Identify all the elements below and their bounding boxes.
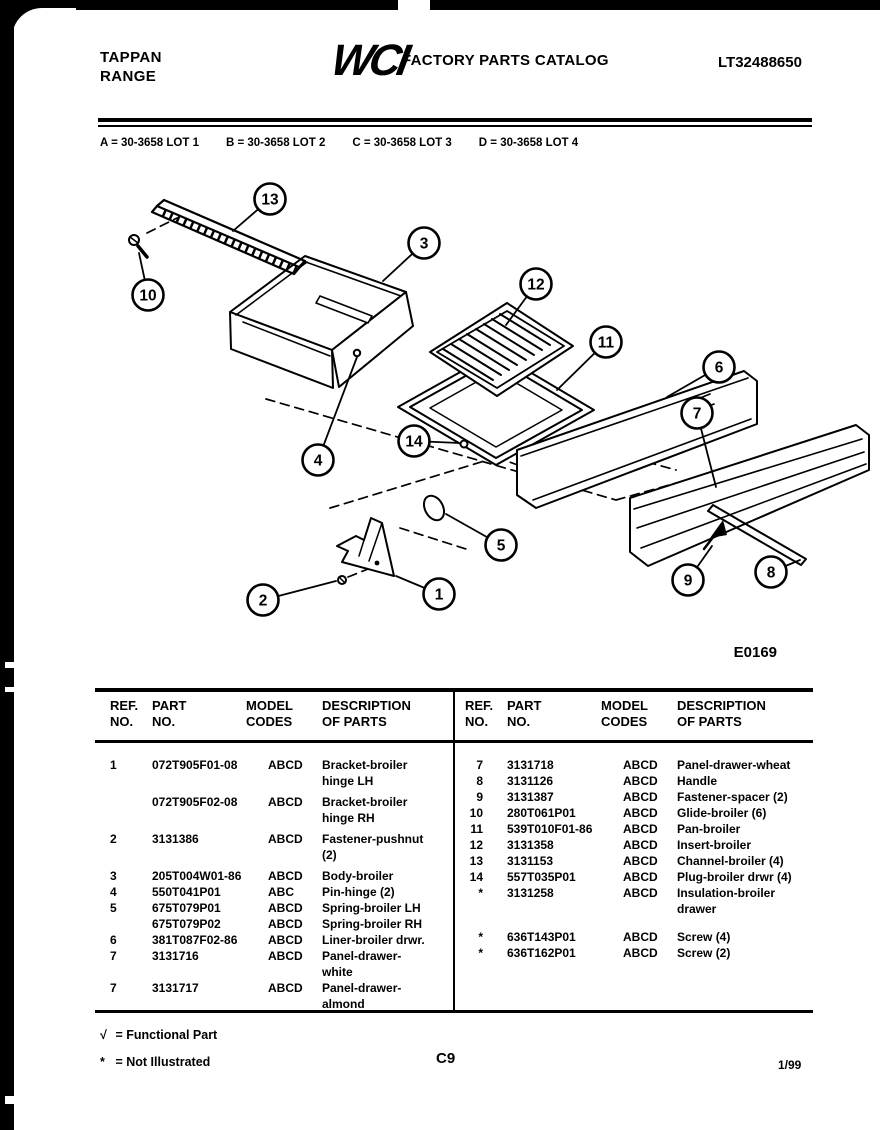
parts-row [465, 773, 797, 789]
parts-diagram [0, 160, 880, 690]
scan-notch [398, 0, 430, 10]
part-no: 3131126 [507, 774, 554, 788]
description: Channel-broiler (4) [677, 854, 784, 868]
ref-no [110, 916, 128, 932]
callout-number-9: 9 [683, 572, 693, 590]
model-codes: ABCD [623, 838, 658, 852]
model-codes: ABCD [268, 917, 303, 931]
scan-border-top [0, 0, 880, 10]
legend-text: = Not Illustrated [112, 1055, 211, 1069]
model-codes: ABCD [268, 981, 303, 995]
callout-number-3: 3 [419, 235, 429, 253]
callout-number-6: 6 [714, 359, 724, 377]
description: Fastener-pushnut (2) [322, 832, 424, 862]
column-header: MODEL CODES [601, 698, 648, 729]
part-no: 3131716 [152, 949, 199, 963]
ref-no: 1 [110, 758, 117, 772]
callout-number-8: 8 [766, 564, 776, 582]
legend-item [100, 1028, 217, 1042]
description: Spring-broiler RH [322, 917, 423, 931]
lot-code: C = 30-3658 LOT 3 [352, 137, 452, 149]
parts-row [110, 948, 426, 980]
part-no: 3131718 [507, 758, 554, 772]
part-no: 557T035P01 [507, 870, 576, 884]
part-no: 3131258 [507, 886, 554, 900]
callout-number-1: 1 [434, 586, 444, 604]
model-codes: ABCD [623, 806, 658, 820]
ref-no [110, 794, 128, 826]
model-codes: ABCD [623, 930, 658, 944]
ref-no: 8 [476, 774, 483, 788]
part-no: 3131387 [507, 790, 554, 804]
ref-no: 7 [476, 758, 483, 772]
footer-legend [100, 1028, 217, 1082]
document-number: LT32488650 [718, 54, 802, 71]
description: Liner-broiler drwr. [322, 933, 425, 947]
brand-text [100, 48, 162, 86]
model-codes: ABCD [623, 870, 658, 884]
page-code: C9 [436, 1050, 456, 1067]
lot-code: B = 30-3658 LOT 2 [225, 137, 326, 149]
ref-no: * [478, 946, 483, 960]
brand-line-2: RANGE [100, 68, 157, 85]
legend-symbol: * [100, 1055, 105, 1069]
callout-number-10: 10 [139, 287, 157, 305]
callout-number-12: 12 [527, 276, 545, 294]
parts-row [110, 794, 426, 826]
ref-no: * [478, 886, 483, 900]
description: Screw (4) [677, 930, 731, 944]
callout-number-13: 13 [261, 191, 279, 209]
spring-part [420, 492, 448, 523]
scan-notch [5, 1096, 14, 1104]
model-codes: ABCD [268, 795, 303, 809]
parts-row [465, 869, 797, 885]
screw-part [129, 235, 147, 257]
part-no: 550T041P01 [152, 885, 221, 899]
model-codes: ABCD [268, 949, 303, 963]
part-no: 3131358 [507, 838, 554, 852]
description: Body-broiler [322, 869, 394, 883]
parts-row [465, 945, 797, 961]
column-header: REF. NO. [465, 698, 494, 729]
part-no: 3131153 [507, 854, 554, 868]
callout-number-4: 4 [313, 452, 323, 470]
parts-row [465, 789, 797, 805]
parts-table-left-body [110, 757, 426, 1012]
callout-number-5: 5 [496, 537, 506, 555]
ref-no: 3 [110, 869, 117, 883]
model-codes: ABCD [268, 869, 303, 883]
part-no: 636T143P01 [507, 930, 576, 944]
ref-no: 7 [110, 949, 117, 963]
parts-row [465, 885, 797, 917]
parts-row [110, 868, 426, 884]
parts-row [110, 932, 426, 948]
callout-number-11: 11 [597, 334, 615, 352]
description: Fastener-spacer (2) [677, 790, 788, 804]
parts-row [465, 837, 797, 853]
callout-number-2: 2 [258, 592, 268, 610]
part-no: 636T162P01 [507, 946, 576, 960]
parts-row [110, 900, 426, 916]
model-codes: ABCD [268, 901, 303, 915]
lot-code: D = 30-3658 LOT 4 [478, 137, 579, 149]
parts-row [110, 980, 426, 1012]
column-header: PART NO. [152, 698, 187, 729]
description: Glide-broiler (6) [677, 806, 767, 820]
lot-code: A = 30-3658 LOT 1 [100, 137, 199, 149]
description: Bracket-broiler hinge RH [322, 795, 408, 825]
parts-table-right-body [465, 757, 797, 961]
part-no: 675T079P01 [152, 901, 221, 915]
description: Spring-broiler LH [322, 901, 421, 915]
parts-row [110, 757, 426, 789]
parts-row [110, 831, 426, 863]
model-codes: ABCD [623, 854, 658, 868]
part-no: 072T905F02-08 [152, 795, 238, 809]
description: Plug-broiler drwr (4) [677, 870, 792, 884]
parts-row [110, 916, 426, 932]
ref-no: 12 [469, 838, 483, 852]
callout-number-7: 7 [692, 405, 702, 423]
model-codes: ABCD [623, 758, 658, 772]
header-rule-thick [98, 118, 812, 122]
part-no: 3131717 [152, 981, 199, 995]
model-codes: ABCD [623, 790, 658, 804]
column-header: DESCRIPTION OF PARTS [322, 698, 411, 729]
ref-no: 9 [476, 790, 483, 804]
header-rule-thin [98, 125, 812, 127]
callout-number-14: 14 [405, 433, 423, 451]
model-codes: ABCD [268, 758, 303, 772]
wci-logo: WCI [327, 36, 410, 85]
description: Screw (2) [677, 946, 731, 960]
description: Pan-broiler [677, 822, 741, 836]
page-corner [12, 8, 76, 72]
ref-no: 14 [469, 870, 483, 884]
catalog-title: FACTORY PARTS CATALOG [402, 52, 609, 69]
ref-no: 7 [110, 981, 117, 995]
description: Panel-drawer-white [322, 949, 402, 979]
legend-text: = Functional Part [112, 1028, 218, 1042]
channel-rail-part [152, 200, 305, 274]
legend-item [100, 1055, 217, 1069]
description: Bracket-broiler hinge LH [322, 758, 408, 788]
parts-row [465, 929, 797, 945]
column-header: REF. NO. [110, 698, 139, 729]
model-codes: ABCD [623, 886, 658, 900]
parts-table [95, 688, 813, 1015]
ref-no: 2 [110, 832, 117, 846]
description: Insert-broiler [677, 838, 752, 852]
model-codes: ABC [268, 885, 294, 899]
hinge-bracket-part [337, 518, 394, 576]
description: Pin-hinge (2) [322, 885, 395, 899]
ref-no: 11 [470, 822, 483, 836]
pushnut-part [338, 576, 346, 584]
part-no: 381T087F02-86 [152, 933, 238, 947]
description: Panel-drawer-wheat [677, 758, 791, 772]
lot-codes [100, 137, 578, 149]
model-codes: ABCD [268, 933, 303, 947]
description: Handle [677, 774, 718, 788]
part-no: 675T079P02 [152, 917, 221, 931]
brand-line-1: TAPPAN [100, 49, 162, 66]
figure-code: E0169 [733, 644, 777, 661]
date-code: 1/99 [778, 1058, 802, 1072]
model-codes: ABCD [623, 774, 658, 788]
parts-row [110, 884, 426, 900]
parts-table-right-header [465, 698, 766, 730]
part-no: 3131386 [152, 832, 199, 846]
column-header: PART NO. [507, 698, 542, 729]
parts-row [465, 853, 797, 869]
model-codes: ABCD [623, 946, 658, 960]
ref-no: 6 [110, 933, 117, 947]
ref-no: 13 [469, 854, 483, 868]
plug-part [461, 441, 468, 448]
ref-no: 4 [110, 885, 117, 899]
ref-no: * [478, 930, 483, 944]
table-column-divider [453, 688, 455, 1013]
parts-row [465, 821, 797, 837]
part-no: 205T004W01-86 [152, 869, 242, 883]
parts-table-left-header [110, 698, 411, 730]
description: Insulation-broiler drawer [677, 886, 776, 916]
legend-symbol: √ [100, 1028, 107, 1042]
model-codes: ABCD [623, 822, 658, 836]
column-header: MODEL CODES [246, 698, 293, 729]
parts-row [465, 757, 797, 773]
ref-no: 10 [469, 806, 483, 820]
description: Panel-drawer-almond [322, 981, 402, 1011]
body-broiler-part [230, 256, 413, 388]
parts-row [465, 805, 797, 821]
ref-no: 5 [110, 901, 117, 915]
part-no: 280T061P01 [507, 806, 576, 820]
column-header: DESCRIPTION OF PARTS [677, 698, 766, 729]
part-no: 539T010F01-86 [507, 822, 593, 836]
model-codes: ABCD [268, 832, 303, 846]
part-no: 072T905F01-08 [152, 758, 238, 772]
